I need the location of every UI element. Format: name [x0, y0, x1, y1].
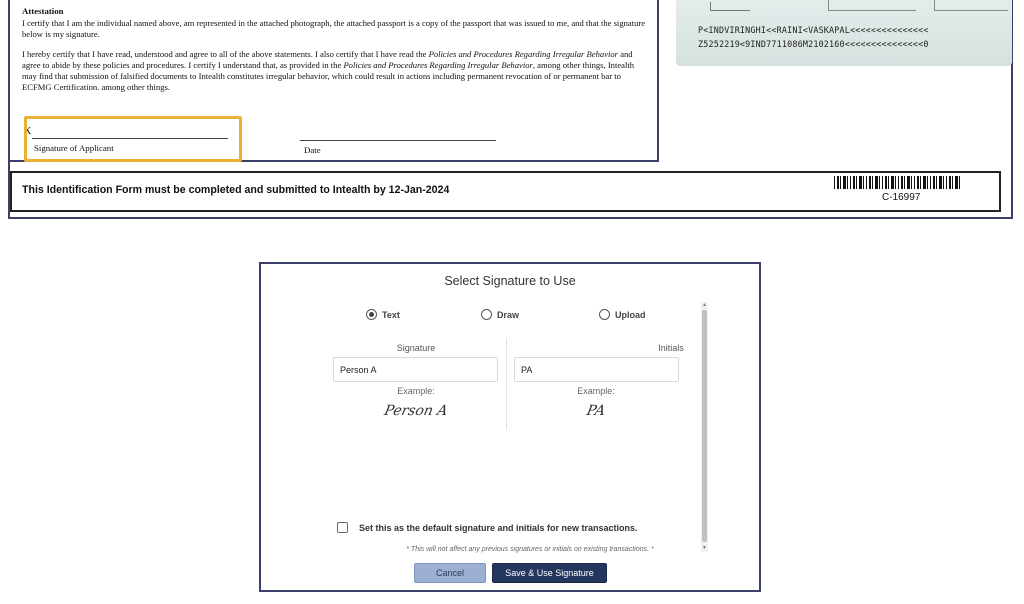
initials-field-label: Initials [658, 343, 684, 353]
attestation-text-c: , among other things, Intealth may find that submission of falsified documents to Intealth constitutes irregular behavior, which could result in actions including permanent revocation of or permanent bar to ECFMG Certification. among other things. [22, 60, 635, 92]
signature-example-preview: Person A [382, 403, 450, 419]
attestation-paragraph-1: I certify that I am the individual named above, am represented in the attached photograph, the attached passport is a copy of the passport that was issued to me, and that the signature below is my signature. [22, 18, 646, 39]
passport-field-box [710, 2, 750, 11]
attestation-text-a: I hereby certify that I have read, understood and agree to all of the above statements. I also certify that I have read the [22, 49, 429, 59]
passport-fields [676, 0, 1012, 16]
signature-of-applicant-label: Signature of Applicant [34, 143, 114, 153]
attestation-title: Attestation [22, 6, 64, 16]
radio-upload-option[interactable] [599, 309, 646, 320]
barcode-number: C-16997 [882, 192, 921, 203]
passport-field-box [934, 0, 1008, 11]
default-signature-checkbox[interactable] [337, 522, 348, 533]
policy-title-2: Policies and Procedures Regarding Irregular Behavior [343, 60, 533, 70]
scroll-up-arrow-icon[interactable]: ▲ [702, 302, 707, 308]
passport-field-box [828, 0, 916, 11]
radio-button[interactable] [481, 309, 492, 320]
column-divider [506, 338, 507, 430]
default-signature-label: Set this as the default signature and initials for new transactions. [359, 522, 638, 533]
identification-form [8, 0, 1013, 219]
dialog-title: Select Signature to Use [444, 274, 576, 288]
signature-x-mark: X [24, 126, 32, 137]
save-and-use-signature-button[interactable]: Save & Use Signature [492, 563, 607, 583]
cancel-button[interactable]: Cancel [414, 563, 486, 583]
radio-dot-icon [369, 312, 374, 317]
initials-input[interactable] [514, 357, 679, 382]
scrollbar-thumb[interactable] [702, 310, 707, 542]
date-label: Date [304, 145, 321, 155]
signature-input[interactable] [333, 357, 498, 382]
date-line [300, 140, 496, 141]
radio-text-label: Text [382, 309, 400, 320]
passport-mrz-line-1: P<INDVIRINGHI<<RAINI<VASKAPAL<<<<<<<<<<<<<<< [698, 25, 929, 35]
radio-button[interactable] [599, 309, 610, 320]
passport-image [676, 0, 1012, 66]
radio-button-selected[interactable] [366, 309, 377, 320]
signature-type-options [261, 309, 759, 325]
radio-draw-option[interactable] [481, 309, 519, 320]
initials-example-preview: PA [585, 403, 607, 419]
default-signature-row[interactable] [337, 522, 638, 533]
dialog-scrollbar[interactable] [701, 302, 708, 552]
passport-mrz-line-2: Z5252219<9IND7711086M2102160<<<<<<<<<<<<<<<0 [698, 39, 929, 49]
signature-highlight-box [24, 116, 242, 162]
default-signature-note: * This will not affect any previous signatures or initials on existing transactions. * [406, 546, 654, 553]
signature-example-label: Example: [397, 386, 435, 396]
scroll-down-arrow-icon[interactable]: ▼ [702, 545, 707, 551]
signature-field-label: Signature [396, 343, 436, 353]
initials-example-label: Example: [577, 386, 615, 396]
select-signature-dialog [259, 262, 761, 592]
attestation-paragraph-2 [22, 49, 647, 93]
radio-draw-label: Draw [497, 309, 520, 320]
deadline-text: This Identification Form must be completed and submitted to Intealth by 12-Jan-2024 [22, 184, 450, 196]
policy-title-1: Policies and Procedures Regarding Irregular Behavior [428, 49, 619, 59]
barcode-icon [834, 176, 960, 189]
radio-text-option[interactable] [366, 309, 400, 320]
deadline-banner [10, 171, 1001, 212]
attestation-text-b: and agree to abide by these policies and procedures. I certify I understand that, as provided in the [22, 49, 633, 70]
radio-upload-label: Upload [615, 309, 646, 320]
